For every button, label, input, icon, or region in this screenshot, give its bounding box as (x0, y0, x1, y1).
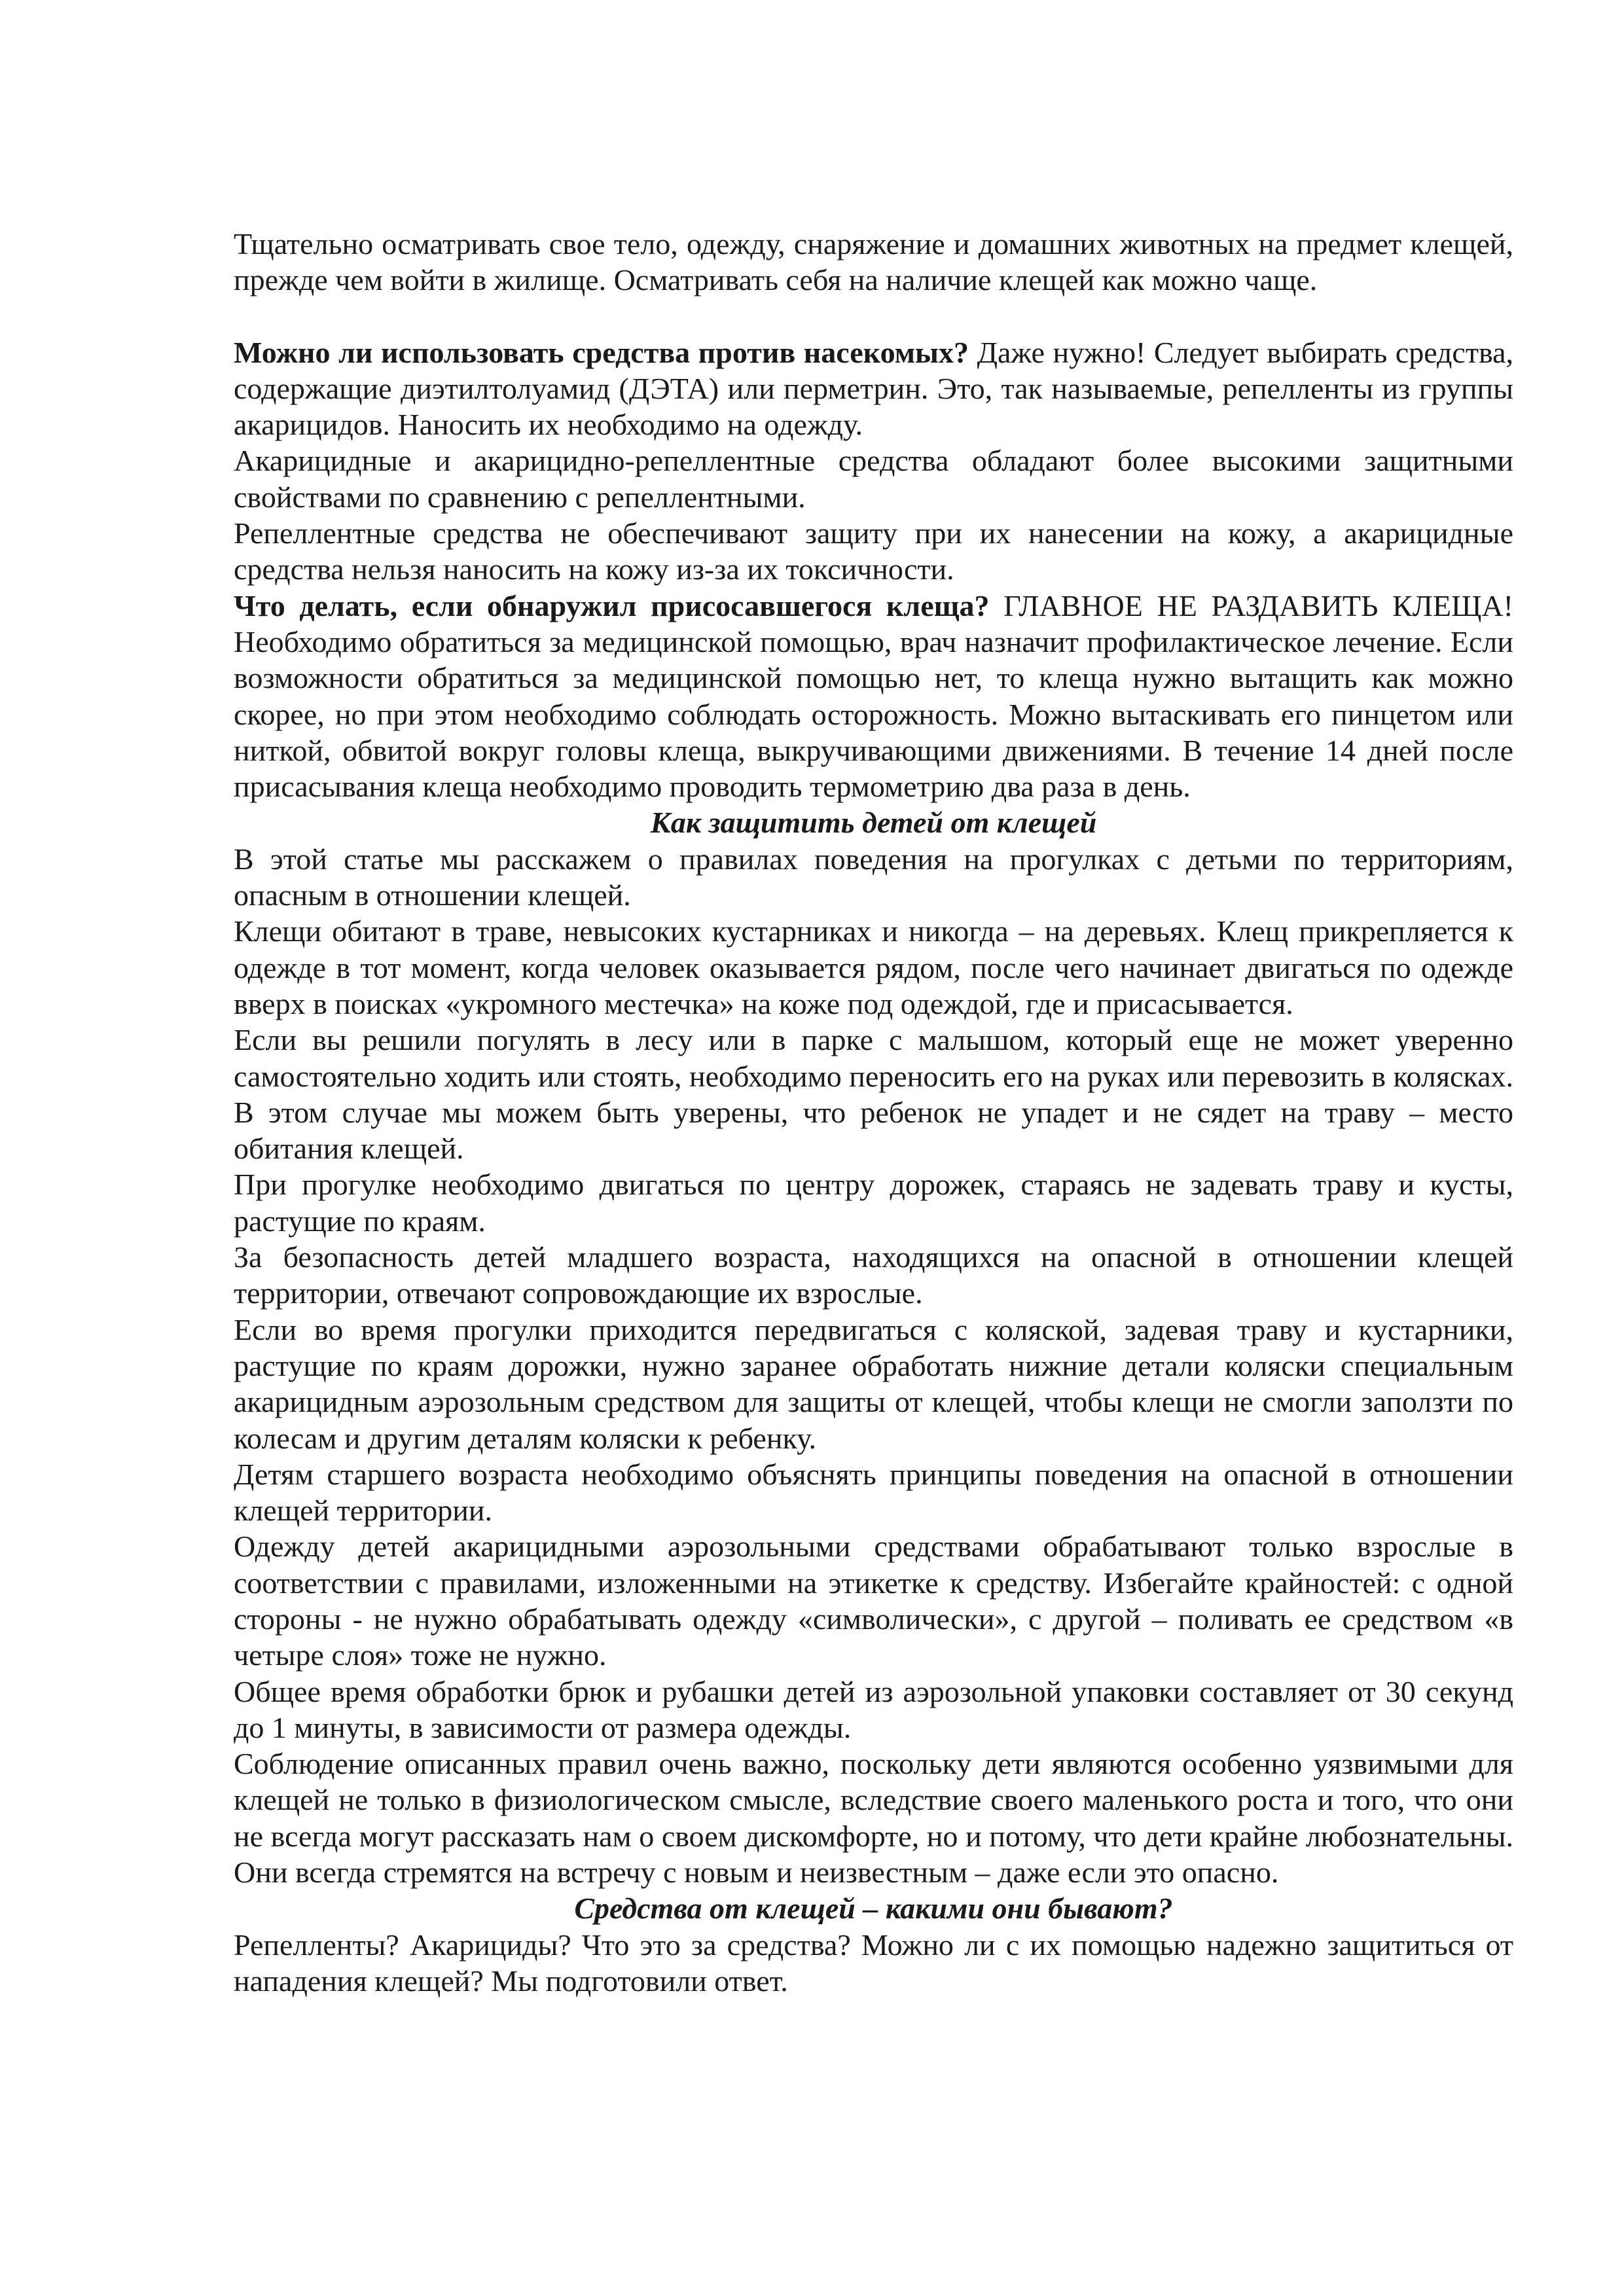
paragraph-path-center: При прогулке необходимо двигаться по центру дорожек, стараясь не задевать траву и кусты, растущие по краям. (234, 1168, 1513, 1238)
paragraph-remedies-intro: Репелленты? Акарициды? Что это за средства? Можно ли с их помощью надежно защититься от нападения клещей? Мы подготовили ответ. (234, 1928, 1513, 1998)
question-tick-found: Что делать, если обнаружил присосавшегося клеща? (234, 588, 990, 622)
paragraph-spacer (234, 298, 1513, 334)
paragraph-tick-removal (234, 588, 1513, 805)
paragraph-importance: Соблюдение описанных правил очень важно, поскольку дети являются особенно уязвимыми для клещей не только в физиологическом смысле, вследствие своего маленького роста и того, что они не всегда могут рассказать нам о своем дискомфорте, но и потому, что дети крайне любознательны. Они всегда стремятся на встречу с новым и неизвестным – даже если это опасно. (234, 1747, 1513, 1890)
paragraph-adult-responsibility: За безопасность детей младшего возраста, находящихся на опасной в отношении клещей территории, отвечают сопровождающие их взрослые. (234, 1240, 1513, 1310)
paragraph-older-children: Детям старшего возраста необходимо объяснять принципы поведения на опасной в отношении клещей территории. (234, 1457, 1513, 1528)
paragraph-intro: В этой статье мы расскажем о правилах поведения на прогулках с детьми по территориям, опасным в отношении клещей. (234, 842, 1513, 912)
document-page (234, 226, 1513, 1999)
section-heading-children: Как защитить детей от клещей (650, 806, 1097, 840)
answer-tick-found: ГЛАВНОЕ НЕ РАЗДАВИТЬ КЛЕЩА! Необходимо обратиться за медицинской помощью, врач назначит профилактическое лечение. Если возможности обратиться за медицинской помощью нет, то клеща нужно вытащить как можно скорее, но при этом необходимо соблюдать осторожность. Можно вытаскивать его пинцетом или ниткой, обвитой вокруг головы клеща, выкручивающими движениями. В течение 14 дней после присасывания клеща необходимо проводить термометрию два раза в день. (234, 588, 1513, 804)
paragraph-repellent-skin: Репеллентные средства не обеспечивают защиту при их нанесении на кожу, а акарицидные средства нельзя наносить на кожу из-за их токсичности. (234, 516, 1513, 586)
paragraph-tick-habitat: Клещи обитают в траве, невысоких кустарниках и никогда – на деревьях. Клещ прикрепляется к одежде в тот момент, когда человек оказывается рядом, после чего начинает двигаться по одежде вверх в поисках «укромного местечка» на коже под одеждой, где и присасывается. (234, 914, 1513, 1020)
paragraph-clothing-treatment: Одежду детей акарицидными аэрозольными средствами обрабатывают только взрослые в соответствии с правилами, изложенными на этикетке к средству. Избегайте крайностей: с одной стороны - не нужно обрабатывать одежду «символически», с другой – поливать ее средством «в четыре слоя» тоже не нужно. (234, 1530, 1513, 1672)
question-insect-repellents: Можно ли использовать средства против насекомых? (234, 335, 969, 369)
paragraph-treatment-time: Общее время обработки брюк и рубашки детей из аэрозольной упаковки составляет от 30 секунд до 1 минуты, в зависимости от размера одежды. (234, 1674, 1513, 1744)
section-heading-remedies: Средства от клещей – какими они бывают? (574, 1892, 1173, 1926)
paragraph-acaricide-properties: Акарицидные и акарицидно-репеллентные средства обладают более высокими защитными свойствами по сравнению с репеллентными. (234, 444, 1513, 514)
paragraph-stroller: Если во время прогулки приходится передвигаться с коляской, задевая траву и кустарники, растущие по краям дорожки, нужно заранее обработать нижние детали коляски специальным акарицидным аэрозольным средством для защиты от клещей, чтобы клещи не смогли заползти по колесам и другим деталям коляски к ребенку. (234, 1312, 1513, 1455)
paragraph-insect-repellents (234, 334, 1513, 443)
paragraph-toddlers: Если вы решили погулять в лесу или в парке с малышом, который еще не может уверенно самостоятельно ходить или стоять, необходимо переносить его на руках или перевозить в колясках. В этом случае мы можем быть уверены, что ребенок не упадет и не сядет на траву – место обитания клещей. (234, 1023, 1513, 1166)
answer-insect-repellents: Даже нужно! Следует выбирать средства, содержащие диэтилтолуамид (ДЭТА) или перметрин. Это, так называемые, репелленты из группы акарицидов. Наносить их необходимо на одежду. (234, 335, 1513, 442)
paragraph-inspection: Тщательно осматривать свое тело, одежду, снаряжение и домашних животных на предмет клещей, прежде чем войти в жилище. Осматривать себя на наличие клещей как можно чаще. (234, 227, 1513, 297)
